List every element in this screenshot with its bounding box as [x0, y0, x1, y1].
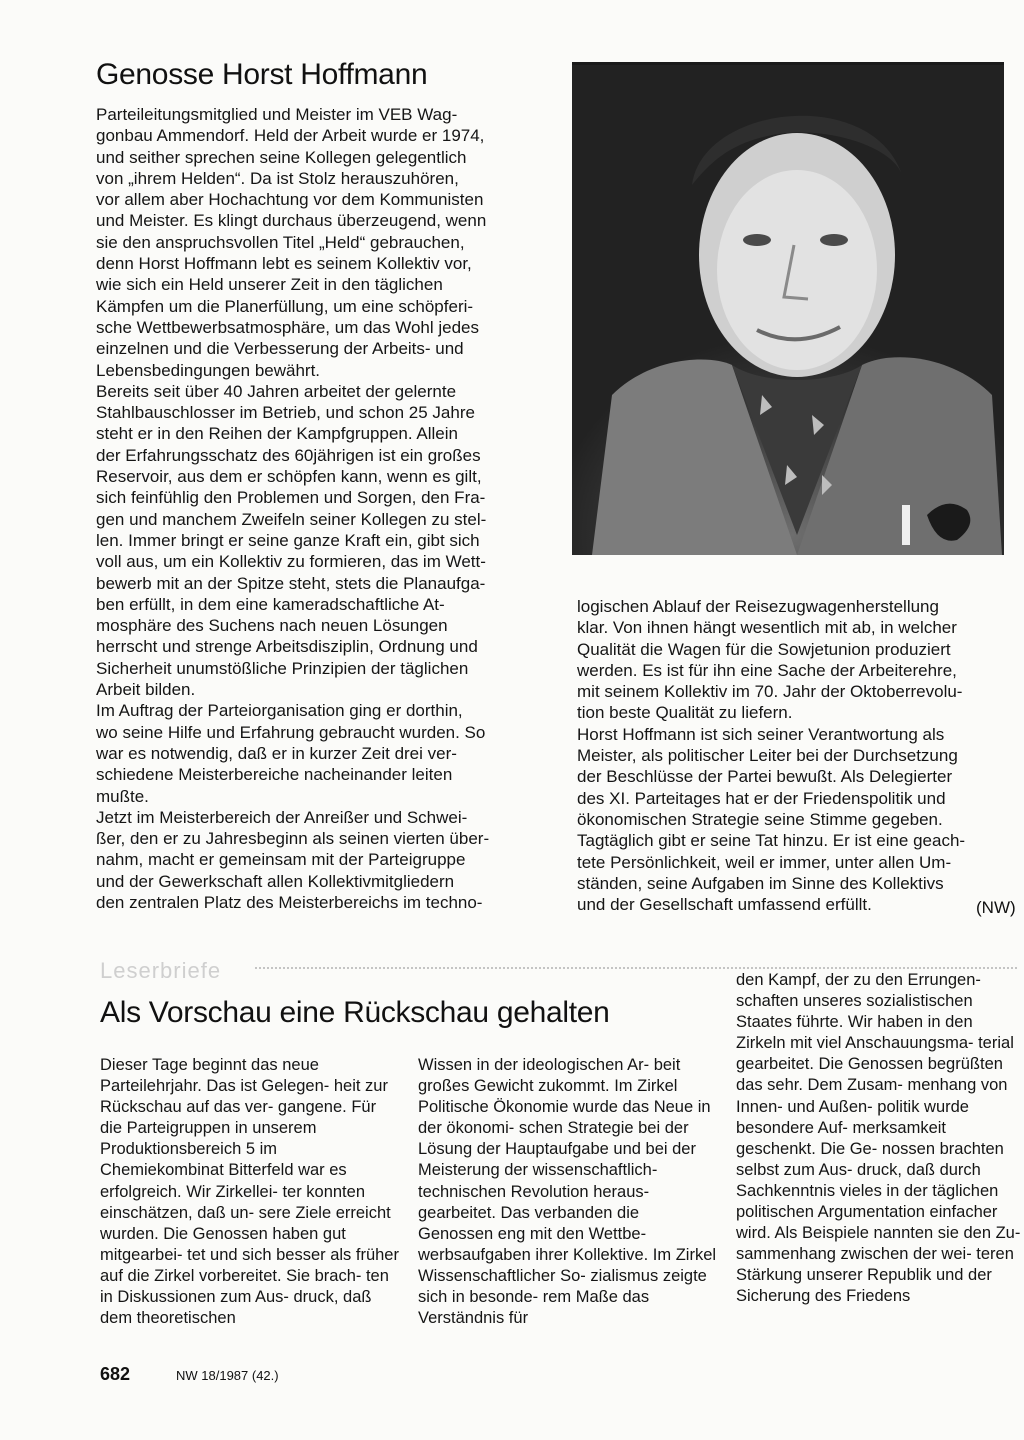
article-title: Genosse Horst Hoffmann	[96, 58, 428, 91]
page-number: 682	[100, 1364, 131, 1384]
portrait-illustration	[572, 65, 1004, 555]
article-paragraph: Im Auftrag der Parteiorganisation ging er dorthin, wo seine Hilfe und Erfahrung gebraucht wurden. So war es notwendig, daß er in kurzer Zeit drei ver- schiedene Meisterbereiche nacheinander leiten mußte.	[96, 701, 486, 806]
issue-reference: NW 18/1987 (42.)	[176, 1368, 279, 1383]
article-column-right	[577, 596, 1022, 915]
portrait-photo	[572, 62, 1004, 555]
article-paragraph: logischen Ablauf der Reisezugwagenherstellung klar. Von ihnen hängt wesentlich mit ab, in welcher Qualität die Wagen für die Sowjetunion produziert werden. Es ist für ihn eine Sache der Arbeiterehre, mit seinem Kollektiv im 70. Jahr der Oktoberrevolu- tion beste Qualität zu liefern.	[577, 597, 963, 723]
letter-column-1: Dieser Tage beginnt das neue Parteilehrjahr. Das ist Gelegen- heit zur Rückschau auf das ver- gangene. Für die Parteigruppen in unserem Produktionsbereich 5 im Chemiekombinat Bitterfeld war es erfolgreich. Wir Zirkellei- ter konnten einschätzen, daß un- sere Ziele erreicht wurden. Die Genossen haben gut mitgearbei- tet und sich besser als früher auf die Zirkel vorbereitet. Sie brach- ten in Diskussionen zum Aus- druck, daß dem theoretischen	[100, 1056, 399, 1328]
article-paragraph: Parteileitungsmitglied und Meister im VEB Wag- gonbau Ammendorf. Held der Arbeit wurde er 1974, und seither sprechen seine Kollegen gelegentlich von „ihrem Helden“. Da ist Stolz herauszuhören, vor allem aber Hochachtung vor dem Kommunisten und Meister. Es klingt durchaus überzeugend, wenn sie den anspruchsvollen Titel „Held“ gebrauchen, denn Horst Hoffmann lebt es seinem Kollektiv vor, wie sich ein Held unserer Zeit in den täglichen Kämpfen um die Planerfüllung, um eine schöpferi- sche Wettbewerbsatmosphäre, um das Wohl jedes einzelnen und die Verbesserung der Arbeits- und Lebensbedingungen bewährt.	[96, 105, 487, 380]
letter-title: Als Vorschau eine Rückschau gehalten	[100, 996, 610, 1029]
article-paragraph: Jetzt im Meisterbereich der Anreißer und Schwei- ßer, den er zu Jahresbeginn als seinen vierten über- nahm, macht er gemeinsam mit der Parteigruppe und der Gewerkschaft allen Kollektivmitgliedern den zentralen Platz des Meisterbereichs im techno-	[96, 807, 490, 912]
section-label: Leserbriefe	[100, 958, 222, 983]
letter-column-3: den Kampf, der zu den Errungen- schaften unseres sozialistischen Staates führte. Wir haben in den Zirkeln mit viel Anschauungsma- terial gearbeitet. Die Genossen begrüßten das sehr. Dem Zusam- menhang von Innen- und Außen- politik wurde besondere Auf- merksamkeit geschenkt. Die Ge- nossen brachten selbst zum Aus- druck, daß durch Sachkenntnis vieles in der täglichen politischen Argumentation einfacher wird. Als Beispiele nannten sie den Zu- sammenhang zwischen der wei- teren Stärkung unserer Republik und der Sicherung des Friedens	[736, 971, 1021, 1306]
section-divider	[255, 967, 1017, 969]
letter-column-2: Wissen in der ideologischen Ar- beit großes Gewicht zukommt. Im Zirkel Politische Ökonomie wurde das Neue in der ökonomi- schen Strategie bei der Lösung der Hauptaufgabe und bei der Meisterung der wissenschaftlich- technischen Revolution heraus- gearbeitet. Das verbanden die Genossen eng mit den Wettbe- werbsaufgaben ihrer Kollektive. Im Zirkel Wissenschaftlicher So- zialismus zeigte sich in besonde- rem Maße das Verständnis für	[418, 1056, 717, 1328]
article-column-left	[96, 104, 556, 913]
article-paragraph: Bereits seit über 40 Jahren arbeitet der gelernte Stahlbauschlosser im Betrieb, und schon 25 Jahre steht er in den Reihen der Kampfgruppen. Allein der Erfahrungsschatz des 60jährigen ist ein großes Reservoir, aus dem er schöpfen kann, wenn es gilt, sich feinfühlig den Problemen und Sorgen, den Fra- gen und manchem Zweifeln seiner Kollegen zu stel- len. Immer bringt er seine ganze Kraft ein, gibt sich voll aus, um ein Kollektiv zu formieren, das im Wett- bewerb mit an der Spitze steht, stets die Planaufga- ben erfüllt, in dem eine kameradschaftliche At- mosphäre des Suchens nach neuen Lösungen herrscht und strenge Arbeitsdisziplin, Ordnung und Sicherheit unumstößliche Prinzipien der täglichen Arbeit bilden.	[96, 381, 487, 700]
article-signature: (NW)	[976, 898, 1016, 917]
article-paragraph: Horst Hoffmann ist sich seiner Verantwortung als Meister, als politischer Leiter bei der Durchsetzung der Beschlüsse der Partei bewußt. Als Delegierter des XI. Parteitages hat er der Friedenspolitik und ökonomischen Strategie seine Stimme gegeben. Tagtäglich gibt er seine Tat hinzu. Er ist eine geach- tete Persönlichkeit, weil er immer, unter allen Um- ständen, seine Aufgaben im Sinne des Kollektivs und der Gesellschaft umfassend erfüllt.	[577, 724, 966, 915]
